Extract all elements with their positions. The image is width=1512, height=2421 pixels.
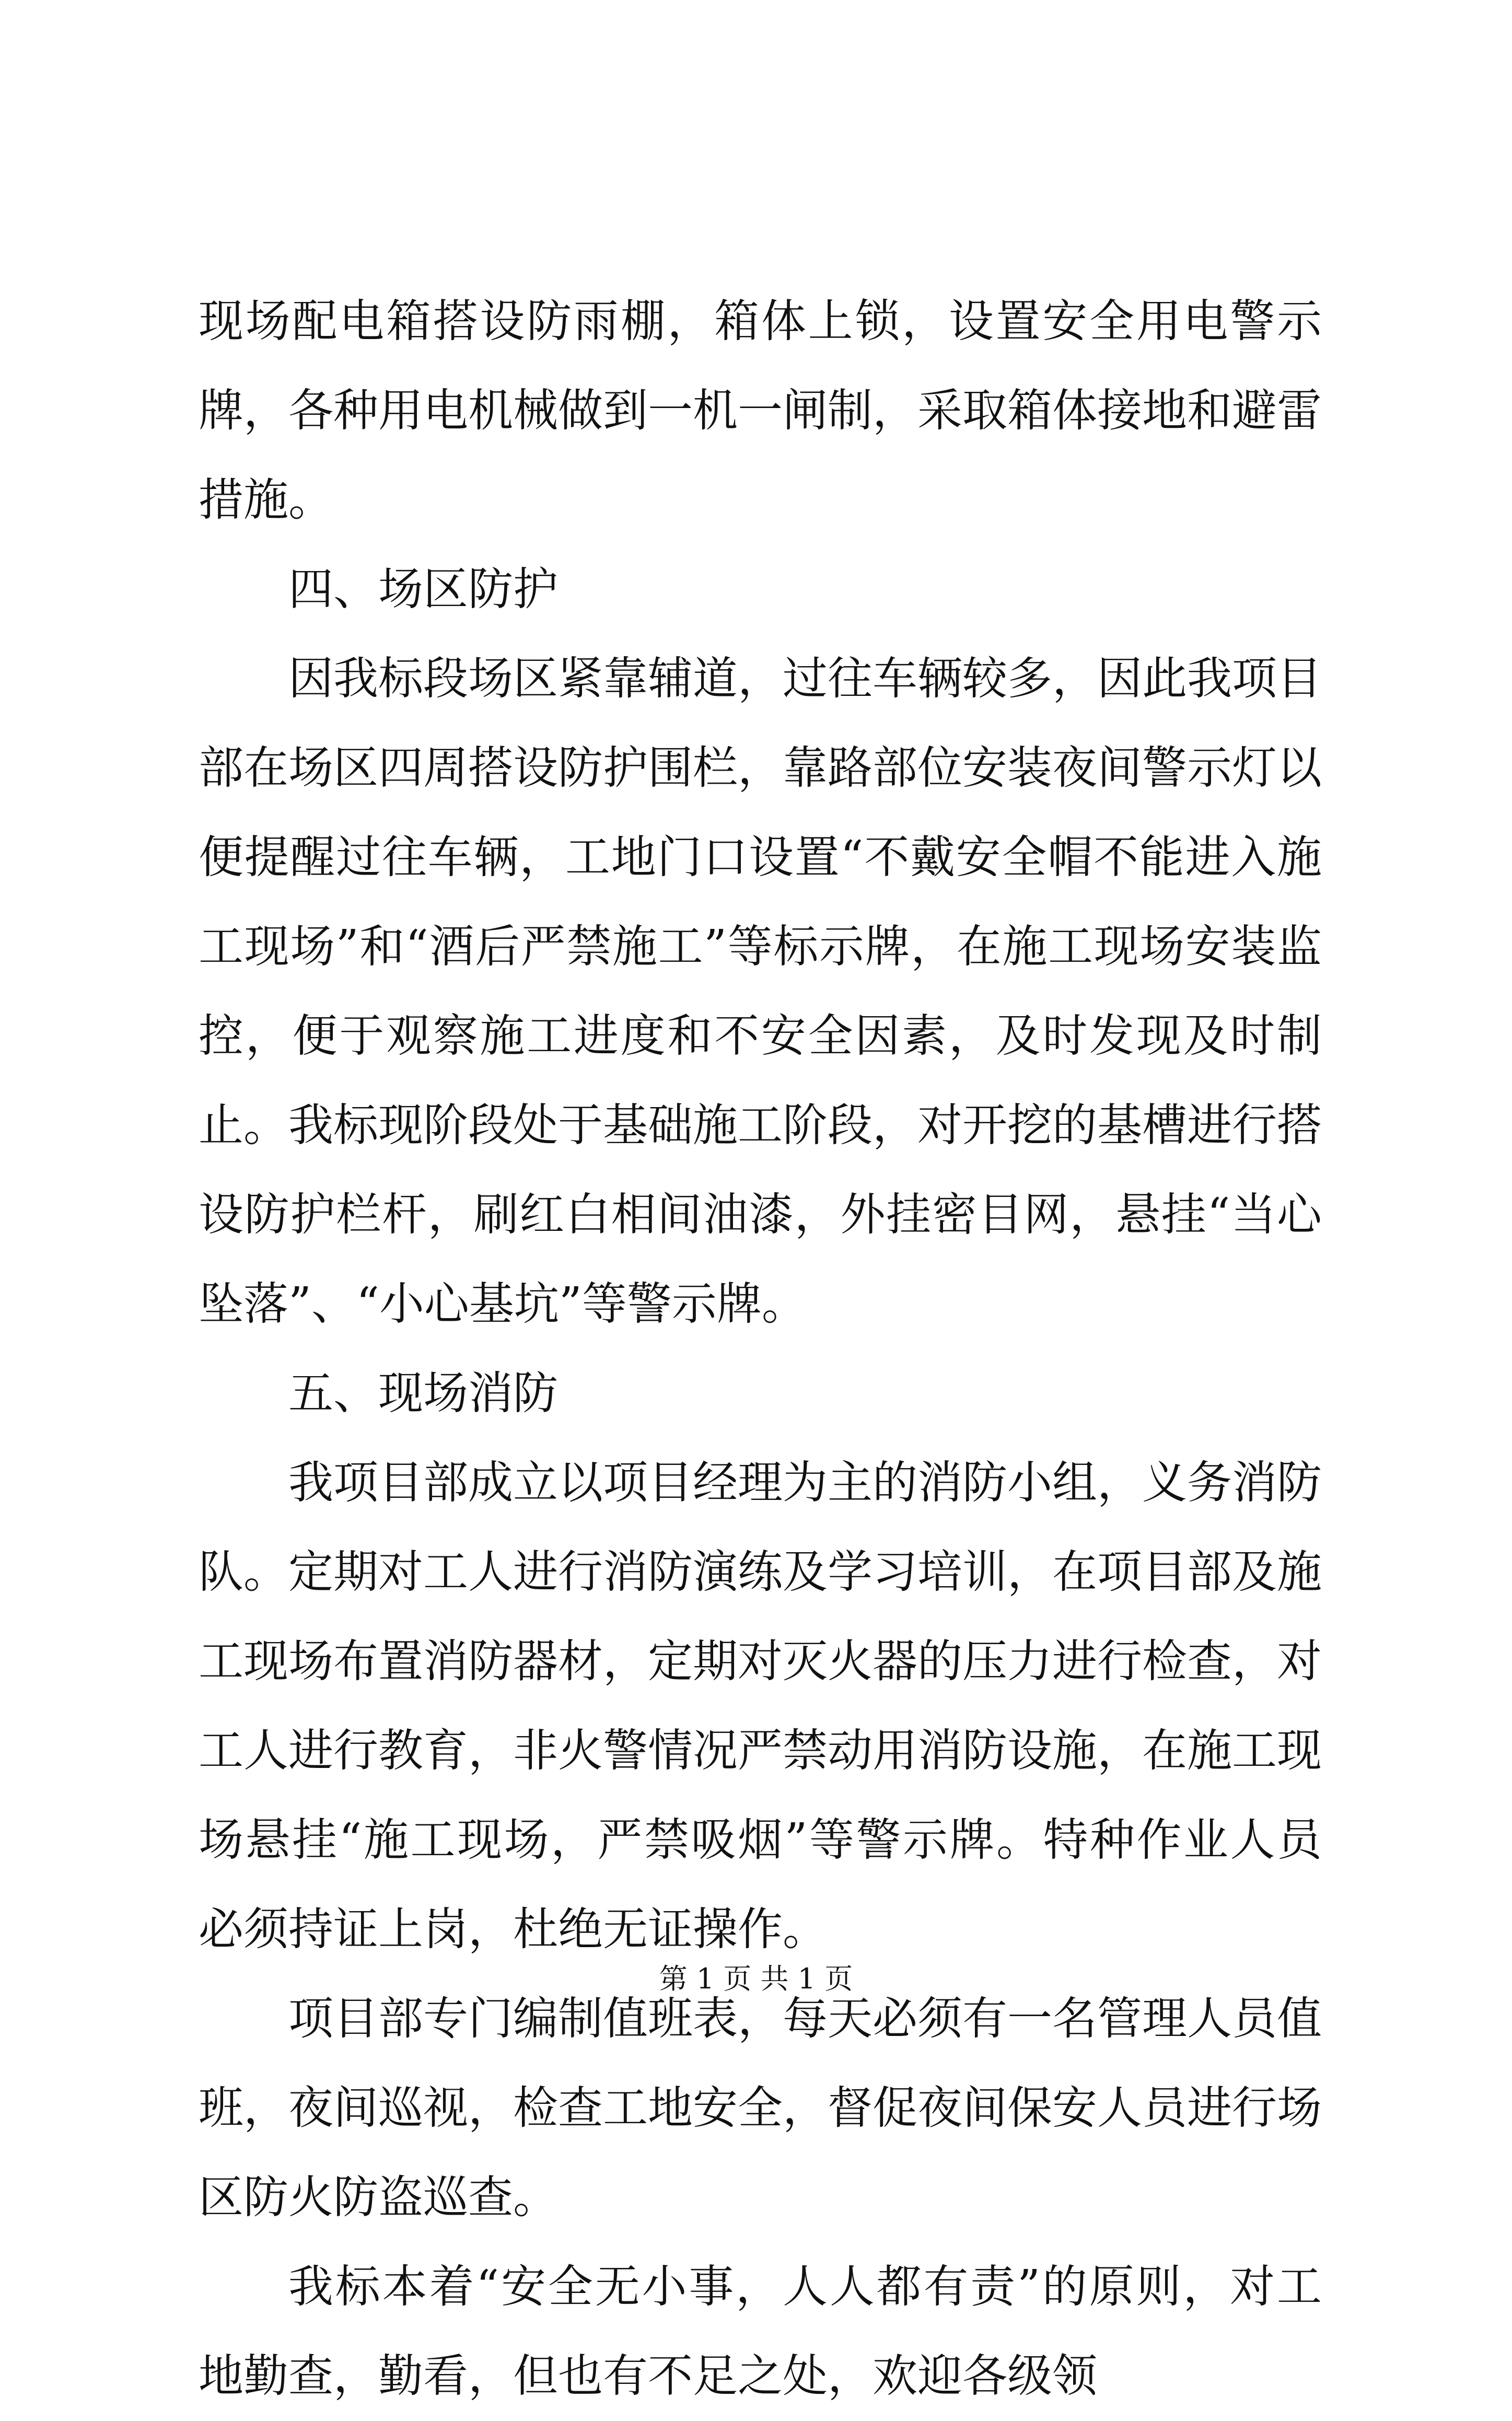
section-heading-fire-safety: 五、现场消防 [288, 1367, 558, 1419]
page-footer: 第 1 页 共 1 页 [659, 1962, 853, 1995]
paragraph-duty-roster: 项目部专门编制值班表，每天必须有一名管理人员值班，夜间巡视，检查工地安全，督促夜间保安人员进行场区防火防盗巡查。 [199, 1993, 1322, 2224]
paragraph-fire-safety: 我项目部成立以项目经理为主的消防小组，义务消防队。定期对工人进行消防演练及学习培训，在项目部及施工现场布置消防器材，定期对灭火器的压力进行检查，对工人进行教育，非火警情况严禁动用消防设施，在施工现场悬挂“施工现场，严禁吸烟”等警示牌。特种作业人员必须持证上岗，杜绝无证操作。 [199, 1457, 1322, 1956]
paragraph-electrical-boxes: 现场配电箱搭设防雨棚，箱体上锁，设置安全用电警示牌，各种用电机械做到一机一闸制，采取箱体接地和避雷措施。 [199, 295, 1322, 526]
section-heading-site-protection: 四、场区防护 [288, 563, 558, 615]
paragraph-closing: 我标本着“安全无小事，人人都有责”的原则，对工地勤查，勤看，但也有不足之处，欢迎各级领 [199, 2261, 1322, 2402]
document-body [199, 277, 1322, 2421]
paragraph-site-protection: 因我标段场区紧靠辅道，过往车辆较多，因此我项目部在场区四周搭设防护围栏，靠路部位安装夜间警示灯以便提醒过往车辆，工地门口设置“不戴安全帽不能进入施工现场”和“酒后严禁施工”等标示牌，在施工现场安装监控，便于观察施工进度和不安全因素，及时发现及时制止。我标现阶段处于基础施工阶段，对开挖的基槽进行搭设防护栏杆，刷红白相间油漆，外挂密目网，悬挂“当心坠落”、“小心基坑”等警示牌。 [199, 653, 1322, 1330]
